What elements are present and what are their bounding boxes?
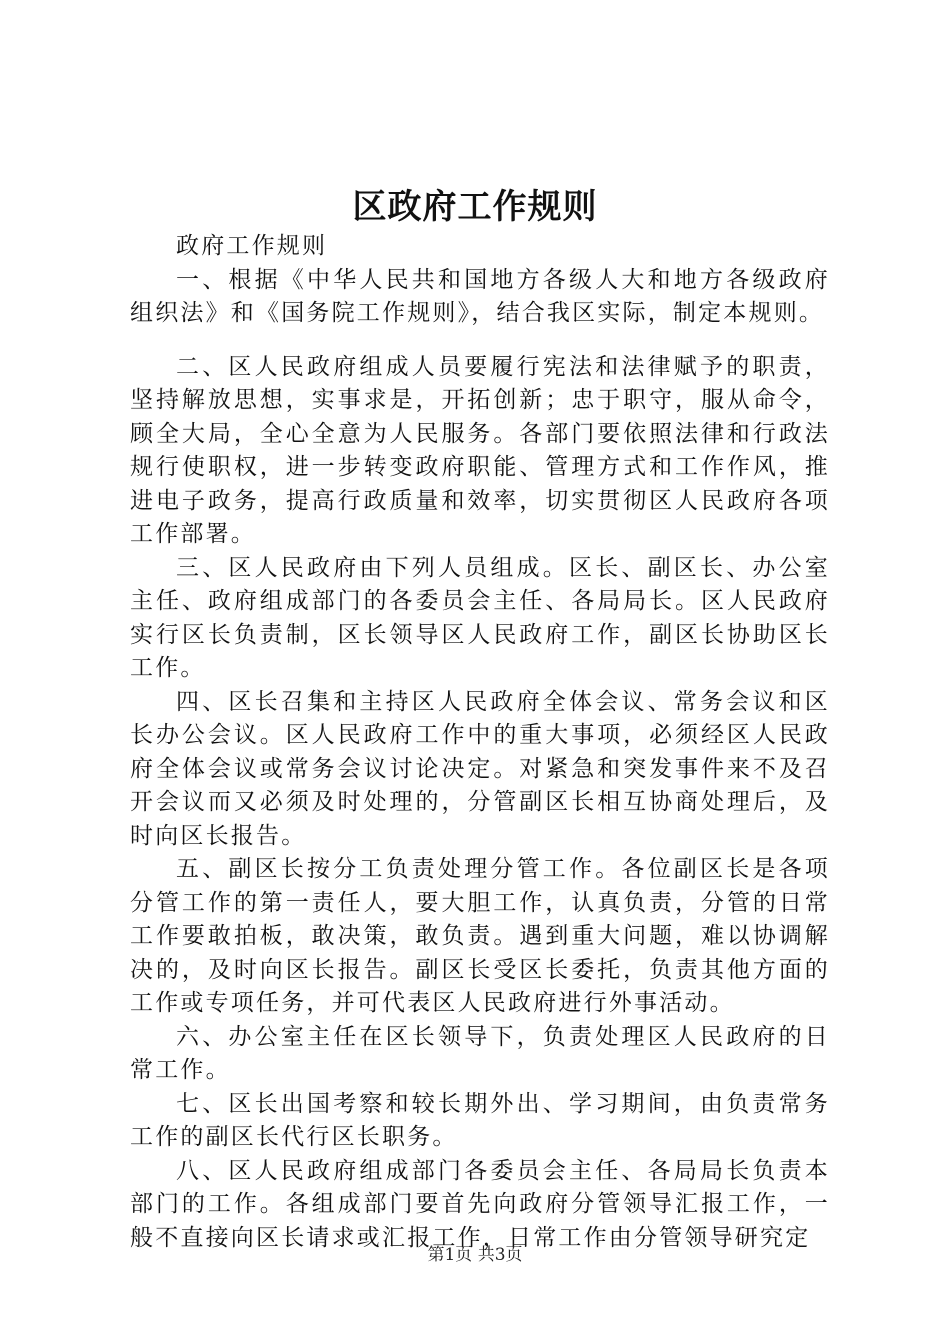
paragraph-4: 四、区长召集和主持区人民政府全体会议、常务会议和区长办公会议。区人民政府工作中的重大事项，必须经区人民政府全体会议或常务会议讨论决定。对紧急和突发事件来不及召开会议而又必须及时处理的，分管副区长相互协商处理后，及时向区长报告。 [130, 688, 830, 849]
document-body [130, 230, 830, 1255]
paragraph-8: 八、区人民政府组成部门各委员会主任、各局局长负责本部门的工作。各组成部门要首先向政府分管领导汇报工作，一般不直接向区长请求或汇报工作，日常工作由分管领导研究定 [130, 1157, 830, 1251]
document-title: 区政府工作规则 [352, 187, 598, 227]
paragraph-3: 三、区人民政府由下列人员组成。区长、副区长、办公室主任、政府组成部门的各委员会主任、各局局长。区人民政府实行区长负责制，区长领导区人民政府工作，副区长协助区长工作。 [130, 554, 830, 681]
paragraph-2: 二、区人民政府组成人员要履行宪法和法律赋予的职责，坚持解放思想，实事求是，开拓创新；忠于职守，服从命令，顾全大局，全心全意为人民服务。各部门要依照法律和行政法规行使职权，进一步转变政府职能、管理方式和工作作风，推进电子政务，提高行政质量和效率，切实贯彻区人民政府各项工作部署。 [130, 353, 830, 547]
paragraph-1: 一、根据《中华人民共和国地方各级人大和地方各级政府组织法》和《国务院工作规则》，结合我区实际，制定本规则。 [130, 266, 830, 326]
paragraph-subtitle: 政府工作规则 [176, 233, 328, 259]
paragraph-5: 五、副区长按分工负责处理分管工作。各位副区长是各项分管工作的第一责任人，要大胆工作，认真负责，分管的日常工作要敢拍板，敢决策，敢负责。遇到重大问题，难以协调解决的，及时向区长报告。副区长受区长委托，负责其他方面的工作或专项任务，并可代表区人民政府进行外事活动。 [130, 856, 830, 1016]
paragraph-7: 七、区长出国考察和较长期外出、学习期间，由负责常务工作的副区长代行区长职务。 [130, 1090, 830, 1150]
paragraph-6: 六、办公室主任在区长领导下，负责处理区人民政府的日常工作。 [130, 1023, 830, 1083]
page-number-footer: 第1页 共3页 [427, 1245, 523, 1265]
